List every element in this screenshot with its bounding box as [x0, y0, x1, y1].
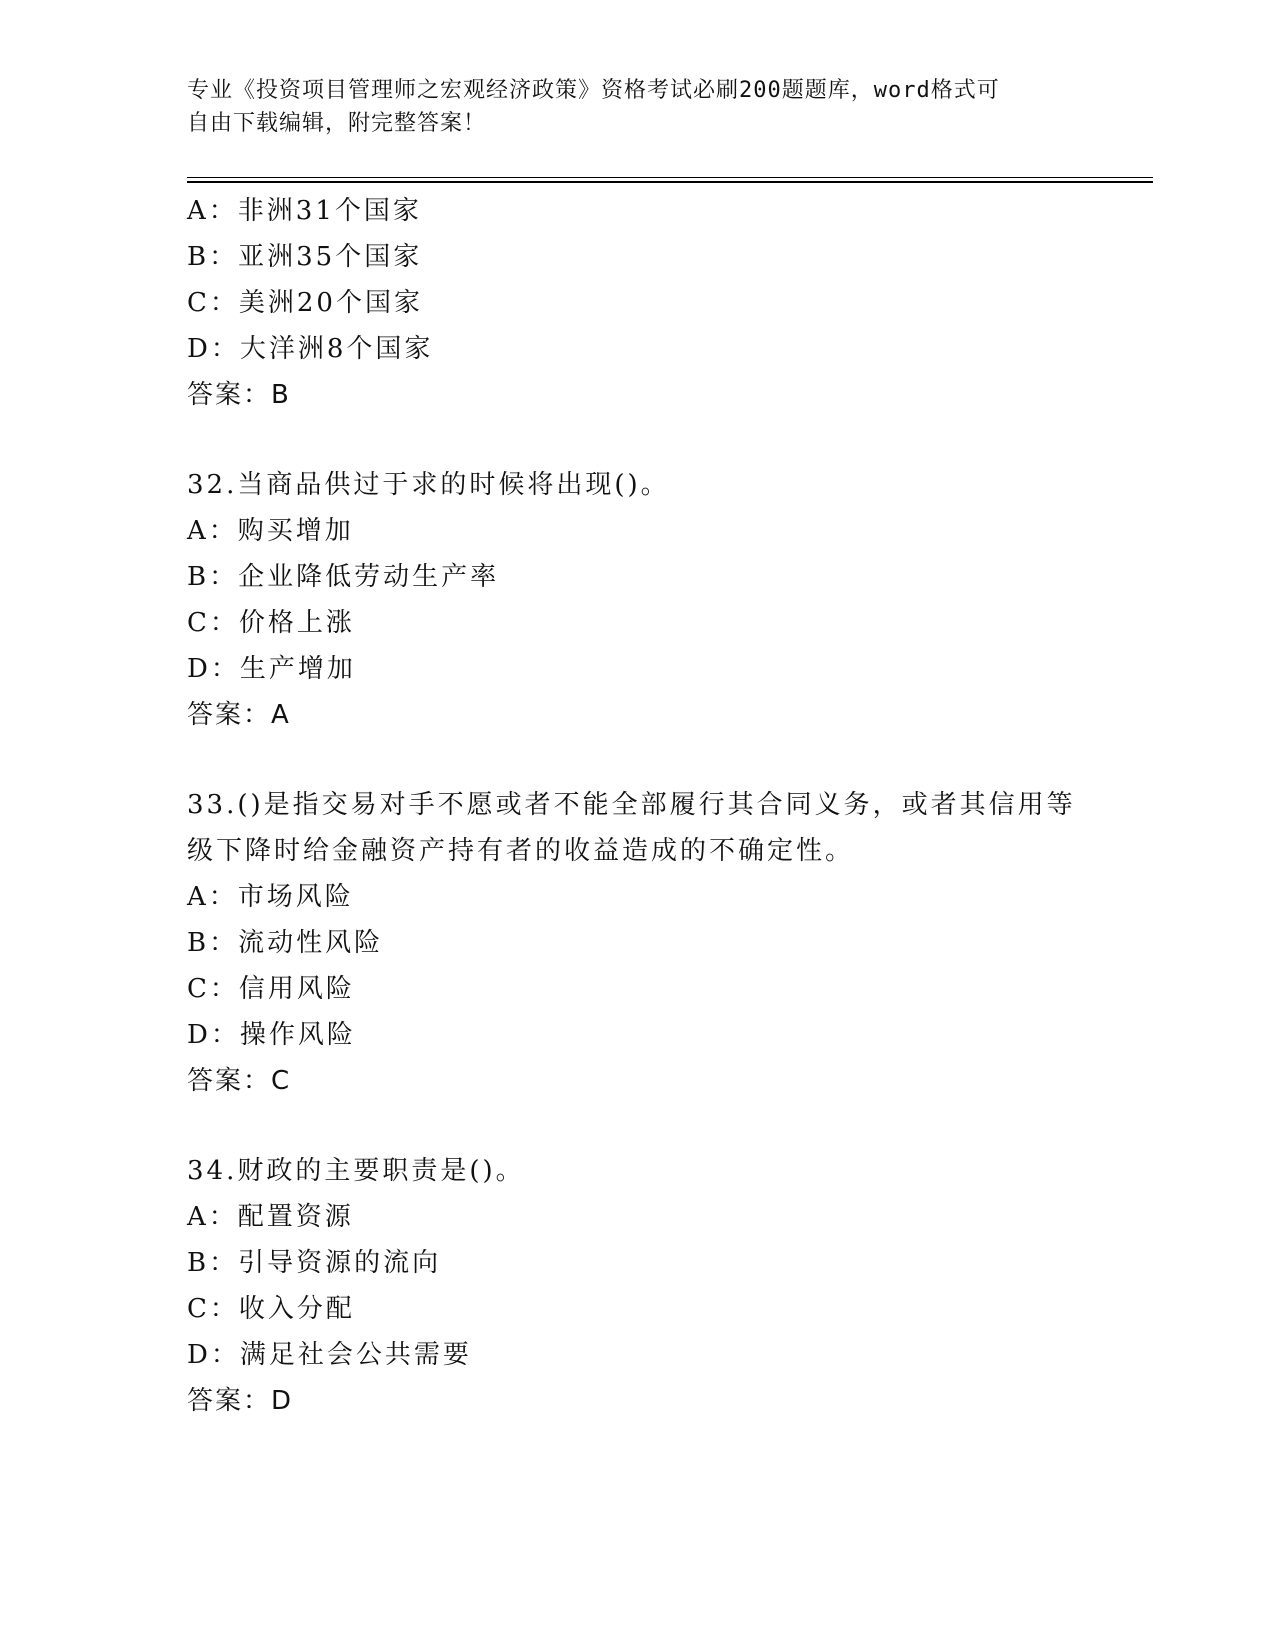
question-list — [187, 188, 1107, 1424]
option-c: C：收入分配 — [187, 1294, 355, 1324]
answer: 答案：D — [187, 1386, 294, 1416]
option-d: D：大洋洲8个国家 — [187, 334, 434, 364]
question-34 — [187, 1148, 1107, 1424]
header-rule-thick — [187, 181, 1153, 183]
document-header — [187, 74, 1067, 140]
option-d: D：生产增加 — [187, 654, 356, 684]
question-32 — [187, 462, 1107, 738]
answer: 答案：C — [187, 1066, 292, 1096]
question-text-line-1: 33.()是指交易对手不愿或者不能全部履行其合同义务，或者其信用等 — [187, 790, 1076, 820]
option-c: C：价格上涨 — [187, 608, 355, 638]
header-line-1: 专业《投资项目管理师之宏观经济政策》资格考试必刷200题题库，word格式可 — [187, 78, 1000, 103]
option-a: A：购买增加 — [187, 516, 354, 546]
question-text: 32.当商品供过于求的时候将出现()。 — [187, 470, 670, 500]
option-d: D：满足社会公共需要 — [187, 1340, 472, 1370]
question-31 — [187, 188, 1107, 418]
question-text-line-2: 级下降时给金融资产持有者的收益造成的不确定性。 — [187, 836, 855, 866]
option-c: C：美洲20个国家 — [187, 288, 423, 318]
option-a: A：市场风险 — [187, 882, 354, 912]
option-a: A：非洲31个国家 — [187, 196, 422, 226]
answer: 答案：B — [187, 380, 291, 410]
option-b: B：企业降低劳动生产率 — [187, 562, 500, 592]
header-rule-thin — [187, 177, 1153, 178]
option-b: B：引导资源的流向 — [187, 1248, 442, 1278]
answer: 答案：A — [187, 700, 291, 730]
question-33 — [187, 782, 1107, 1104]
option-d: D：操作风险 — [187, 1020, 356, 1050]
option-c: C：信用风险 — [187, 974, 355, 1004]
option-a: A：配置资源 — [187, 1202, 354, 1232]
header-line-2: 自由下载编辑，附完整答案！ — [187, 111, 487, 136]
option-b: B：流动性风险 — [187, 928, 384, 958]
question-text: 34.财政的主要职责是()。 — [187, 1156, 525, 1186]
option-b: B：亚洲35个国家 — [187, 242, 423, 272]
